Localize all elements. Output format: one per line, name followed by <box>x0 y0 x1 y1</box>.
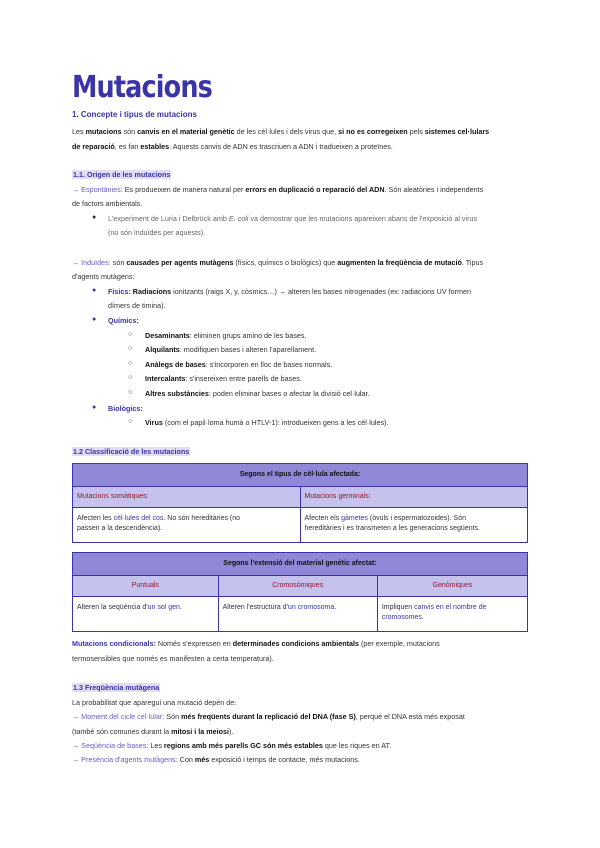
chemical-item: Altres substàncies: poden eliminar bases o afectar la divisió cel·lular. <box>145 389 370 398</box>
circle-bullet-icon: ○ <box>128 360 133 367</box>
genomic-description: Impliquen canvis en el nombre de cromosomes. <box>377 597 527 632</box>
section-1-2-heading: 1.2 Classificació de les mutacions <box>73 447 190 456</box>
bullet-icon: ● <box>92 316 97 323</box>
spontaneous-line-2: de factors ambientals. <box>72 199 143 208</box>
induced-line-1: → Induïdes: són causades per agents mutàgens (físics, químics o biològics) que augmenten la freqüència de mutació. Tipus <box>72 258 484 267</box>
extension-table-header: Segons l'extensió del material genètic afectat: <box>73 553 528 576</box>
induced-line-2: d'agents mutàgens: <box>72 272 135 281</box>
section-1-heading: 1. Concepte i tipus de mutacions <box>72 110 197 119</box>
section-1-3-heading: 1.3 Freqüència mutàgena <box>73 683 160 692</box>
punctual-description: Alteren la seqüència d'un sol gen. <box>73 597 219 632</box>
genomic-header: Genòmiques <box>377 576 527 597</box>
chemical-item: Alquilants: modifiquen bases i alteren l'aparellament. <box>145 345 317 354</box>
section-1-paragraph-line-1: Les mutacions són canvis en el material genètic de les cèl·lules i dels virus que, si no es corregeixen pels sistemes cel·lulars <box>72 127 490 136</box>
conditional-line-2: termosensibles que només es manifesten a certa temperatura). <box>72 654 274 663</box>
section-1-paragraph-line-2: de reparació, es fan estables. Aquests canvis de ADN es trascriuen a ADN i tradueixen a proteïnes. <box>72 142 393 151</box>
chemical-agents-label: Químics: <box>108 316 139 325</box>
frequency-intro: La probabilitat que aparegui una mutació depèn de: <box>72 698 237 707</box>
bullet-icon: ● <box>92 404 97 411</box>
biological-agents-label: Biològics: <box>108 404 143 413</box>
cell-cycle-line-1: → Moment del cicle cel·lular: Són més freqüents durant la replicació del DNA (fase S), perquè el DNA està més exposat <box>72 712 465 721</box>
chromosomal-header: Cromosòmiques <box>218 576 377 597</box>
circle-bullet-icon: ○ <box>128 418 133 425</box>
conditional-line-1: Mutacions condicionals: Només s'expressen en determinades condicions ambientals (per exemple, mutacions <box>72 639 440 648</box>
base-sequence-line: → Seqüència de bases: Les regions amb més parells GC són més estables que les riques en AT. <box>72 741 392 750</box>
chemical-item: Intercalants: s'insereixen entre parells de bases. <box>145 374 302 383</box>
circle-bullet-icon: ○ <box>128 331 133 338</box>
cell-type-table-header: Segons el tipus de cèl·lula afectada: <box>73 464 528 487</box>
luria-line-2: (no són induïdes per aquests). <box>108 228 206 237</box>
punctual-header: Puntuals <box>73 576 219 597</box>
germinal-description: Afecten els gàmetes (òvuls i espermatozoides). Són hereditàries i es transmeten a les generacions següents. <box>300 508 528 543</box>
circle-bullet-icon: ○ <box>128 345 133 352</box>
circle-bullet-icon: ○ <box>128 374 133 381</box>
chemical-item: Anàlegs de bases: s'incorporen en lloc de bases normals. <box>145 360 333 369</box>
section-1-1-heading: 1.1. Origen de les mutacions <box>73 170 171 179</box>
circle-bullet-icon: ○ <box>128 389 133 396</box>
spontaneous-line-1: → Espontànies: Es produeixen de manera natural per errors en duplicació o reparació del ADN. Són aleatòries i independents <box>72 185 484 194</box>
bullet-icon: ● <box>92 287 97 294</box>
extension-table <box>72 552 528 632</box>
cell-type-table <box>72 463 528 543</box>
chemical-item: Desaminants: eliminen grups amino de les bases. <box>145 331 307 340</box>
germinal-header: Mutacions germinals: <box>300 487 528 508</box>
somatic-description: Afecten les cèl·lules del cos. No són hereditàries (no passen a la descendència). <box>73 508 301 543</box>
somatic-header: Mutacions somàtiques: <box>73 487 301 508</box>
mutagen-presence-line: → Presència d'agents mutàgens: Con més exposició i temps de contacte, més mutacions. <box>72 755 360 764</box>
biological-item: Virus (com el papil·loma humà o HTLV-1): introdueixen gens a les cèl·lules). <box>145 418 389 427</box>
chromosomal-description: Alteren l'estructura d'un cromosoma. <box>218 597 377 632</box>
cell-cycle-line-2: (també són comunes durant la mitosi i la meiosi). <box>72 727 234 736</box>
page-title: Mutacions <box>72 70 212 105</box>
physical-agents-line-2: dímers de timina). <box>108 301 166 310</box>
luria-line-1: L'experiment de Luria i Delbrück amb E. coli va demostrar que les mutacions apareixen abans de l'exposició al virus <box>108 214 478 223</box>
physical-agents-line-1: Físics: Radiacions ionitzants (raigs X, y, còsmics…) → alteren les bases nitrogenades (ex: radiacions UV formen <box>108 287 472 296</box>
bullet-icon: ● <box>92 214 97 221</box>
